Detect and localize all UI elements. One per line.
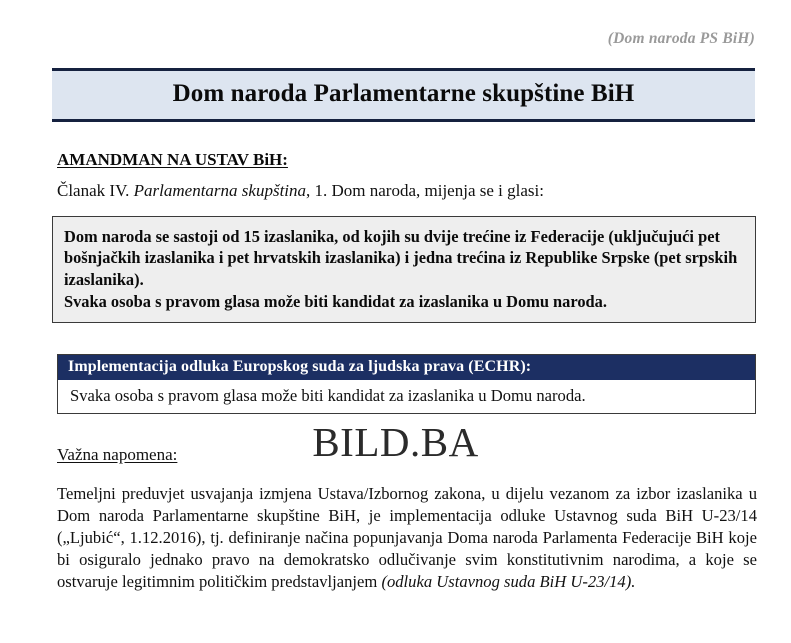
amendment-lead-prefix: Članak IV. [57,181,134,200]
amendment-text-box [52,216,756,323]
note-body [57,483,757,593]
amendment-paragraph-2: Svaka osoba s pravom glasa može biti kandidat za izaslanika u Domu naroda. [64,291,607,311]
note-body-italic: (odluka Ustavnog suda BiH U-23/14). [381,572,636,592]
echr-bar-title: Implementacija odluka Europskog suda za ljudska prava (ECHR): [58,355,755,380]
note-label: Važna napomena: [57,445,178,464]
note-body-text: Temeljni preduvjet usvajanja izmjena Ustava/Izbornog zakona, u dijelu vezanom za izbor izaslanika u Dom naroda Parlamentarne skupštine BiH, je implementacija odluke Ustavnog suda BiH U-23/14 („Ljubić“, 1.12.2016), tj. definiranje načina popunjavanja Doma naroda Parlamenta Federacije BiH koje bi osiguralo jednako pravo na demokratsko odlučivanje svim konstitutivnim narodima, a koje se ostvaruje legitimnim političkim predstavljanjem [57,484,757,592]
amendment-paragraph-1: Dom naroda se sastoji od 15 izaslanika, od kojih su dvije trećine iz Federacije (uključujući pet bošnjačkih izaslanika i pet hrvatskih izaslanika) i jedna trećina iz Republike Srpske (pet srpskih izaslanika). [64,227,738,289]
amendment-lead-suffix: , 1. Dom naroda, mijenja se i glasi: [306,181,544,200]
title-banner [52,68,755,122]
echr-box [57,354,756,414]
echr-body-text: Svaka osoba s pravom glasa može biti kandidat za izaslanika u Domu naroda. [58,380,755,413]
amendment-heading: AMANDMAN NA USTAV BiH: [57,150,288,169]
page-title: Dom naroda Parlamentarne skupštine BiH [172,80,635,107]
amendment-lead-line [57,181,544,201]
amendment-lead-italic: Parlamentarna skupština [133,181,307,200]
running-header: (Dom naroda PS BiH) [607,30,755,47]
watermark-bild-ba: BILD.BA [312,419,479,465]
